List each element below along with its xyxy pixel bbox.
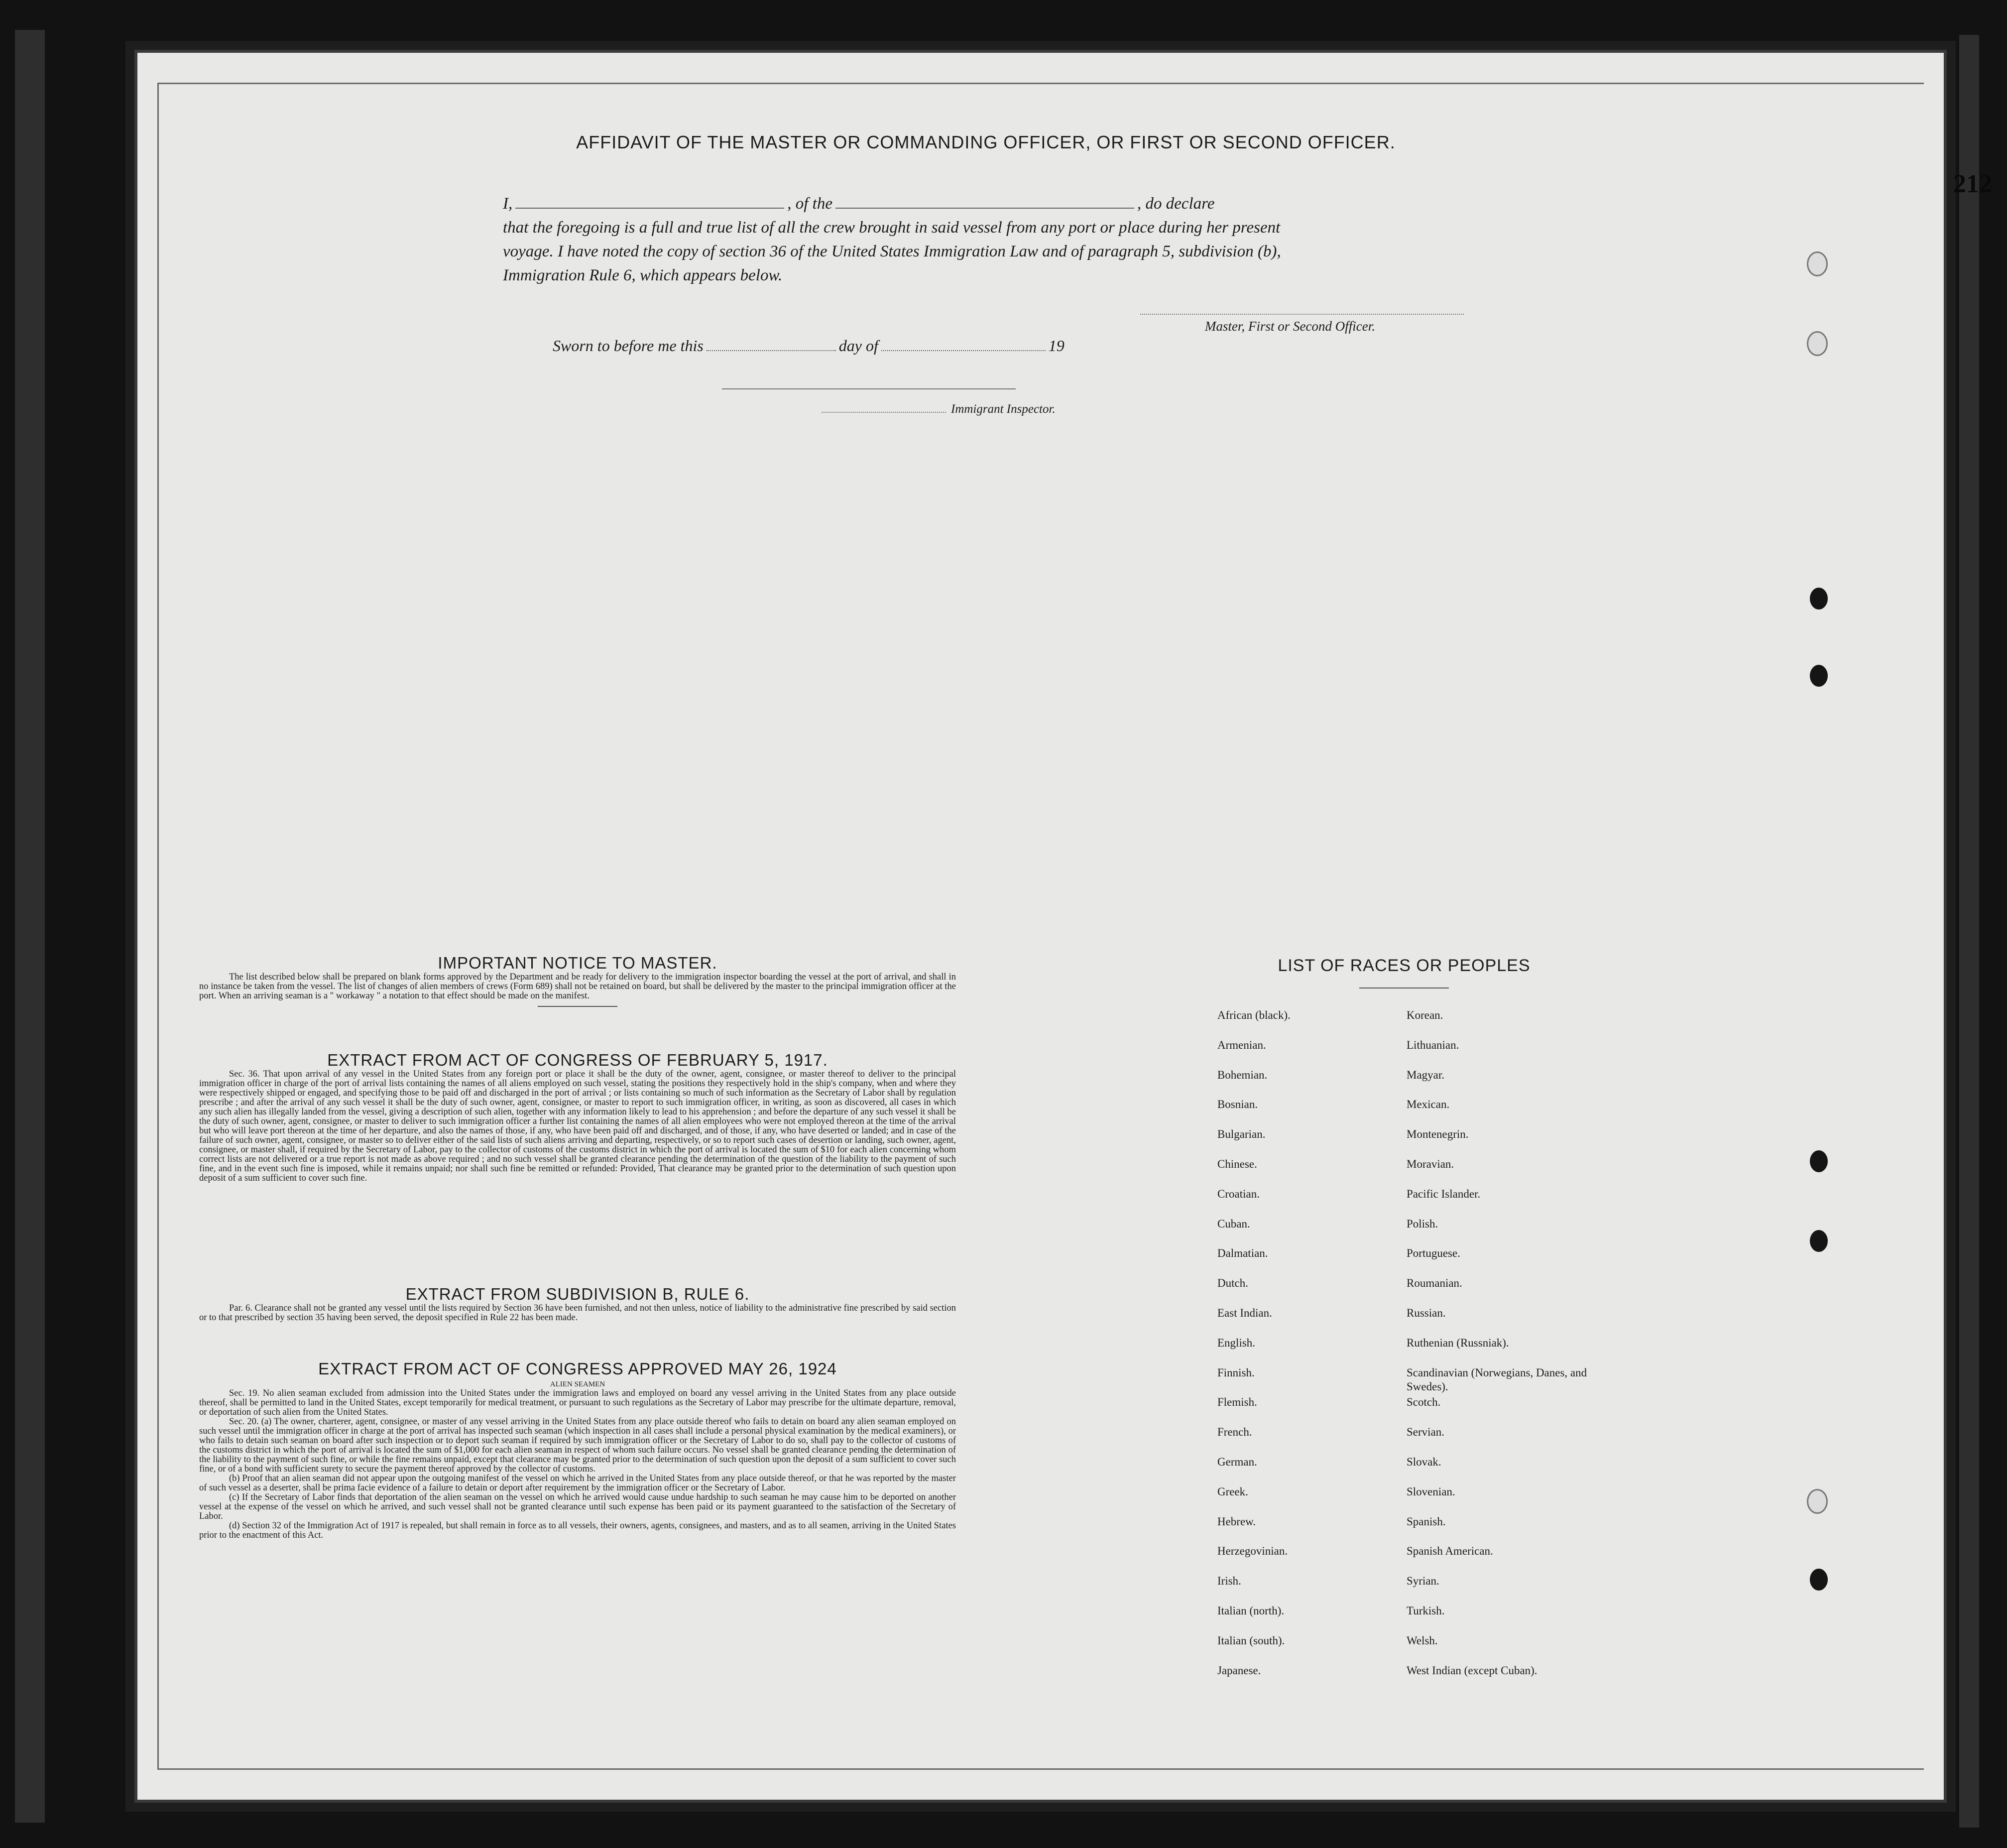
affidavit-line-1 [503, 192, 1499, 216]
extract-rule-6-text: Par. 6. Clearance shall not be granted any vessel until the lists required by Section 36 have been furnished, and not then unless, notice of liability to the administrative fine prescribed by said section or to that prescribed by section 35 having been served, the deposit specified in Rule 22 has been made. [199, 1303, 956, 1323]
race-item: Moravian. [1407, 1157, 1454, 1170]
race-item: Syrian. [1407, 1575, 1439, 1588]
races-title: LIST OF RACES OR PEOPLES [1278, 956, 1531, 975]
binder-edge-right [1959, 35, 1979, 1828]
sworn-day-blank [707, 336, 836, 351]
inspector-label: Immigrant Inspector. [951, 402, 1056, 416]
affidavit-declarant-prefix: I, [503, 195, 513, 213]
race-item: Welsh. [1407, 1634, 1438, 1647]
race-item: Montenegrin. [1407, 1128, 1469, 1141]
race-item: Dutch. [1217, 1277, 1248, 1290]
race-item: Italian (south). [1217, 1634, 1285, 1647]
affidavit-declare: , do declare [1137, 195, 1215, 213]
extract-rule-6 [199, 1285, 956, 1323]
extract-1924 [199, 1359, 956, 1540]
officer-signature-label: Master, First or Second Officer. [1205, 319, 1375, 334]
race-item: Spanish American. [1407, 1545, 1493, 1558]
race-item: German. [1217, 1455, 1257, 1468]
punch-hole [1807, 331, 1828, 356]
important-notice-title: IMPORTANT NOTICE TO MASTER. [438, 954, 717, 972]
races-column-left [1217, 1008, 1377, 1693]
extract-1924-title: EXTRACT FROM ACT OF CONGRESS APPROVED MAY 26, 1924 [318, 1359, 837, 1378]
race-item: West Indian (except Cuban). [1407, 1664, 1537, 1677]
punch-hole [1807, 1489, 1828, 1514]
affidavit-vessel-prefix: , of the [787, 195, 832, 213]
extract-1917-title: EXTRACT FROM ACT OF CONGRESS OF FEBRUARY 5, 1917. [327, 1051, 828, 1069]
sworn-month-blank [881, 336, 1046, 351]
races-divider [1359, 987, 1449, 988]
punch-hole [1810, 1569, 1828, 1591]
race-item: Croatian. [1217, 1187, 1260, 1200]
race-item: Turkish. [1407, 1604, 1445, 1617]
race-item: Italian (north). [1217, 1604, 1285, 1617]
affidavit-line-3: voyage. I have noted the copy of section 36 of the United States Immigration Law and of paragraph 5, subdivision (b), [503, 243, 1281, 260]
affidavit-line-2: that the foregoing is a full and true list of all the crew brought in said vessel from any port or place during her present [503, 219, 1281, 237]
vessel-name-blank [835, 194, 1134, 209]
race-item: Cuban. [1217, 1217, 1250, 1230]
binder-edge-left [15, 30, 45, 1823]
race-item: Scotch. [1407, 1396, 1441, 1409]
race-item: Magyar. [1407, 1068, 1445, 1081]
race-item: Ruthenian (Russniak). [1407, 1336, 1509, 1349]
race-item: Bosnian. [1217, 1098, 1258, 1111]
sworn-statement [553, 336, 1064, 355]
race-item: Polish. [1407, 1217, 1438, 1230]
important-notice-text: The list described below shall be prepared on blank forms approved by the Department and be ready for delivery to the immigration inspector boarding the vessel at the port of arrival, and shall in no instance be taken from the vessel. The list of changes of alien members of crews (Form 689) shall not be retained on board, but shall be delivered by the master to the principal immigration officer at the port. When an arriving seaman is a " workaway " a notation to that effect should be made on the manifest. [199, 972, 956, 1001]
affidavit-text [503, 192, 1499, 287]
race-item: English. [1217, 1336, 1256, 1349]
punch-hole [1810, 665, 1828, 687]
race-item: Chinese. [1217, 1157, 1257, 1170]
race-item: Roumanian. [1407, 1277, 1462, 1290]
race-item: Russian. [1407, 1306, 1446, 1319]
race-item: Flemish. [1217, 1396, 1257, 1409]
race-item: Servian. [1407, 1426, 1445, 1439]
race-item: African (black). [1217, 1009, 1291, 1021]
extract-1924-sec-20b: (b) Proof that an alien seaman did not appear upon the outgoing manifest of the vessel on which he arrived in the United States from any place outside thereof, or that he was reported by the master of such vessel as a deserter, shall be prima facie evidence of a failure to detain or deport after requirement by the immigration officer or the Secretary of Labor. [199, 1474, 956, 1493]
inspector-signature-line [722, 388, 1016, 389]
race-item: Scandinavian (Norwegians, Danes, and Swedes). [1407, 1366, 1587, 1393]
extract-1924-sec-20c: (c) If the Secretary of Labor finds that deportation of the alien seaman on the vessel on which he arrived would cause undue hardship to such seaman he may cause him to be deported on another vessel at the expense of the vessel on which he arrived, and such vessel shall not be granted clearance until such expense has been paid or its payment guaranteed to the satisfaction of the Secretary of Labor. [199, 1492, 956, 1521]
punch-hole [1807, 251, 1828, 276]
inspector-dotted-line [822, 412, 946, 413]
race-item: Bohemian. [1217, 1068, 1268, 1081]
sworn-year: 19 [1048, 337, 1064, 355]
race-item: East Indian. [1217, 1306, 1272, 1319]
races-column-right [1407, 1008, 1616, 1693]
race-item: Spanish. [1407, 1515, 1446, 1528]
race-item: Portuguese. [1407, 1247, 1460, 1260]
punch-hole [1810, 588, 1828, 610]
race-item: Korean. [1407, 1009, 1443, 1021]
sworn-day-of: day of [838, 337, 878, 355]
race-item: Slovak. [1407, 1455, 1441, 1468]
sworn-prefix: Sworn to before me this [553, 337, 704, 355]
punch-hole [1810, 1150, 1828, 1172]
officer-signature-line [1140, 314, 1464, 315]
important-notice [199, 954, 956, 1012]
race-item: Lithuanian. [1407, 1038, 1459, 1051]
race-item: Bulgarian. [1217, 1128, 1266, 1141]
divider [538, 1006, 617, 1007]
extract-1924-sec-20d: (d) Section 32 of the Immigration Act of 1917 is repealed, but shall remain in force as to all vessels, their owners, agents, consignees, and masters, and as to all seamen, arriving in the United States prior to the enactment of this Act. [199, 1521, 956, 1540]
punch-hole [1810, 1230, 1828, 1252]
declarant-name-blank [515, 194, 784, 209]
race-item: Herzegovinian. [1217, 1545, 1288, 1558]
extract-1924-subtitle: ALIEN SEAMEN [550, 1380, 605, 1388]
race-item: Armenian. [1217, 1038, 1266, 1051]
race-item: Pacific Islander. [1407, 1187, 1481, 1200]
extract-1917 [199, 1051, 956, 1183]
race-item: Slovenian. [1407, 1485, 1455, 1498]
race-item: Mexican. [1407, 1098, 1450, 1111]
race-item: Dalmatian. [1217, 1247, 1268, 1260]
extract-1917-text: Sec. 36. That upon arrival of any vessel in the United States from any foreign port or place it shall be the duty of the owner, agent, consignee, or master thereof to deliver to the principal immigration officer in charge of the port of arrival lists containing the names of all aliens employed on such vessel, stating the positions they respectively hold in the ship's company, when and where they were respectively shipped or engaged, and specifying those to be paid off and discharged in the port of arrival ; or lists containing so much of such information as the Secretary of Labor shall by regulation prescribe ; and after the arrival of any such vessel it shall be the duty of such owner, agent, consignee, or master to report to such immigration officer, in writing, as soon as discovered, all cases in which any such alien has illegally landed from the vessel, giving a description of such alien, together with any information likely to lead to his apprehension ; and before the departure of any such vessel it shall be the duty of such owner, agent, consignee, or master to deliver to such immigration officer a further list containing the names of all alien employees who were not employed thereon at the time of the arrival but who will leave port thereon at the time of her departure, and also the names of those, if any, who have been paid off and discharged, and of those, if any, who have deserted or landed; and in case of the failure of such owner, agent, consignee, or master so to deliver either of the said lists of such aliens arriving and departing, respectively, or so to report such cases of desertion or landing, such owner, agent, consignee, or master shall, if required by the Secretary of Labor, pay to the collector of customs of the customs district in which the port of arrival is located the sum of $10 for each alien concerning whom correct lists are not delivered or a true report is not made as above required ; and no such vessel shall be granted clearance pending the determination of the question of the liability to the payment of such fine, and in the event such fine is imposed, while it remains unpaid; nor shall such fine be remitted or refunded: Provided, That clearance may be granted prior to the determination of such question upon deposit of a sum sufficient to cover such fine. [199, 1069, 956, 1183]
race-item: French. [1217, 1426, 1252, 1439]
extract-1924-sec-19: Sec. 19. No alien seaman excluded from admission into the United States under the immigration laws and employed on board any vessel arriving in the United States from any place outside thereof, shall be permitted to land in the United States, except temporarily for medical treatment, or pursuant to such regulations as the Secretary of Labor may prescribe for the ultimate departure, removal, or deportation of such alien from the United States. [199, 1388, 956, 1417]
race-item: Finnish. [1217, 1366, 1255, 1379]
race-item: Japanese. [1217, 1664, 1261, 1677]
page-number: 212 [1953, 170, 1992, 198]
affidavit-line-4: Immigration Rule 6, which appears below. [503, 266, 783, 284]
race-item: Irish. [1217, 1575, 1241, 1588]
race-item: Hebrew. [1217, 1515, 1256, 1528]
affidavit-title: AFFIDAVIT OF THE MASTER OR COMMANDING OFFICER, OR FIRST OR SECOND OFFICER. [576, 132, 1396, 152]
extract-1924-sec-20a: Sec. 20. (a) The owner, charterer, agent, consignee, or master of any vessel arriving in the United States from any place outside thereof who fails to detain on board any alien seaman employed on such vessel until the immigration officer in charge at the port of arrival has inspected such seaman (which inspection in all cases shall include a personal physical examination by the medical examiners), or who fails to detain such seaman on board after such inspection or to deport such seaman if required by such immigration officer or the Secretary of Labor to do so, shall pay to the collector of customs of the customs district in which the port of arrival is located the sum of $1,000 for each alien seaman in respect of whom such failure occurs. No vessel shall be granted clearance pending the determination of the liability to the payment of such fine, or while the fine remains unpaid, except that clearance may be granted prior to the determination of such question upon the deposit of a sum sufficient to cover such fine, or of a bond with sufficient surety to secure the payment thereof approved by the collector of customs. [199, 1417, 956, 1474]
race-item: Greek. [1217, 1485, 1248, 1498]
extract-rule-6-title: EXTRACT FROM SUBDIVISION B, RULE 6. [405, 1285, 750, 1303]
